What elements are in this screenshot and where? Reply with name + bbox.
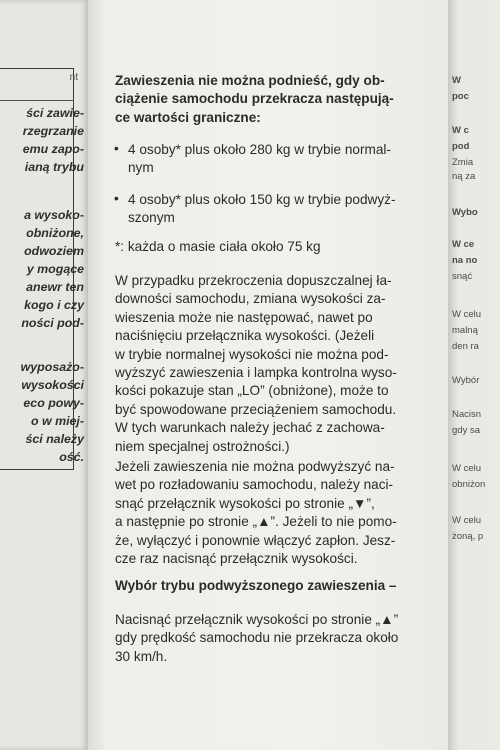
left-box-line: kogo i czy [24, 298, 84, 312]
right-fragment: żoną, p [452, 531, 484, 542]
left-box-line: a wysoko- [24, 208, 84, 222]
paragraph-line: naciśnięciu przełącznika wysokości. (Jeżeli [115, 328, 375, 344]
paragraph-line: Jeżeli zawieszenia nie można podwyższyć na- [115, 459, 395, 474]
right-fragment: W c [452, 125, 469, 136]
right-fragment: ną za [452, 171, 476, 182]
left-box-line: ności pod- [21, 316, 84, 330]
paragraph-line: w trybie normalnej wysokości nie można pod- [115, 346, 389, 362]
right-fragment: W celu [452, 309, 482, 320]
left-box-line: anewr ten [26, 280, 84, 294]
left-box-line: obniżone, [26, 226, 84, 240]
right-fragment: W celu [452, 515, 482, 526]
paragraph-line: a następnie po stronie „▲”. Jeżeli to nie pomo- [115, 514, 397, 530]
left-box-line: rzegrzanie [22, 124, 84, 138]
right-fragment: W celu [452, 463, 482, 474]
right-fragment: den ra [452, 341, 479, 352]
left-box-line: ści należy [25, 432, 84, 446]
bullet-item-raised [128, 191, 433, 228]
left-box-line: wyposażo- [20, 360, 84, 374]
left-box-line: ianą trybu [24, 160, 84, 174]
paragraph-line: być spowodowane przeciążeniem samochodu. [115, 401, 397, 417]
bullet-line: szonym [128, 210, 175, 226]
left-box-line: eco powy- [23, 396, 84, 410]
right-fragment: poc [452, 91, 469, 102]
paragraph-line: Nacisnąć przełącznik wysokości po stronie „▲” [115, 612, 399, 627]
left-box-line: emu zapo- [22, 142, 84, 156]
right-fragment: Wybo [452, 207, 478, 218]
paragraph-line: snąć przełącznik wysokości po stronie „▼”, [115, 495, 375, 511]
bullet-line: 4 osoby* plus około 150 kg w trybie podwyż- [128, 192, 396, 207]
right-fragment: snąć [452, 271, 473, 282]
right-fragment: Wybór [452, 375, 480, 386]
left-box-line: o w miej- [30, 414, 84, 428]
paragraph-line: wyższyć zawieszenia i lampka kontrolna wyso- [115, 365, 397, 381]
paragraph-raise-mode [115, 611, 433, 666]
left-box-line: y mogące [26, 262, 84, 276]
left-box-divider [0, 100, 74, 101]
heading-line: Zawieszenia nie można podnieść, gdy ob- [115, 73, 385, 88]
heading-line: ciążenie samochodu przekracza następują- [115, 91, 394, 107]
paragraph-overload [115, 272, 433, 456]
paragraph-line: gdy prędkość samochodu nie przekracza około [115, 630, 399, 646]
left-box-line: ość. [59, 450, 84, 464]
paragraph-line: wieszenia może nie następować, nawet po [115, 309, 373, 325]
heading-line: ce wartości graniczne: [115, 109, 261, 125]
right-fragment: gdy sa [452, 425, 480, 436]
right-fragment: Zmia [452, 157, 474, 168]
footnote: *: każda o masie ciała około 75 kg [115, 239, 321, 254]
paragraph-line: W tych warunkach należy jechać z zachowa- [115, 420, 385, 436]
bullet-marker: • [114, 191, 119, 206]
right-fragment: pod [452, 141, 470, 152]
right-fragment: malną [452, 325, 478, 336]
left-box-line: odwoziem [24, 244, 84, 258]
paragraph-line: W przypadku przekroczenia dopuszczalnej ła- [115, 273, 392, 288]
paragraph-line: 30 km/h. [115, 648, 168, 664]
left-page-fragment: nt [69, 72, 78, 83]
paragraph-line: downości samochodu, zmiana wysokości za- [115, 291, 386, 307]
section-heading: Wybór trybu podwyższonego zawieszenia – [115, 578, 397, 593]
bullet-marker: • [114, 141, 119, 156]
right-fragment: W [452, 75, 461, 86]
bullet-item-normal [128, 141, 433, 178]
bullet-line: nym [128, 160, 154, 176]
paragraph-line: cze raz nacisnąć przełącznik wysokości. [115, 551, 358, 567]
paragraph-line: kości pokazuje stan „LO” (obniżone), może to [115, 383, 389, 399]
limit-heading [115, 72, 433, 127]
left-box-line: ści zawie- [26, 106, 84, 120]
paragraph-line: że, wyłączyć i ponownie włączyć zapłon. Jesz- [115, 532, 396, 548]
bullet-line: 4 osoby* plus około 280 kg w trybie normal- [128, 142, 391, 157]
main-page [88, 0, 448, 750]
left-page [0, 0, 88, 750]
right-fragment: Nacisn [452, 409, 482, 420]
right-fragment: obniżon [452, 479, 486, 490]
right-fragment: na no [452, 255, 478, 266]
paragraph-line: niem specjalnej ostrożności.) [115, 438, 290, 454]
left-box-line: wysokości [21, 378, 84, 392]
right-page [448, 0, 500, 750]
right-fragment: W ce [452, 239, 475, 250]
paragraph-line: wet po rozładowaniu samochodu, należy naci- [115, 477, 394, 493]
paragraph-unloading [115, 458, 433, 568]
